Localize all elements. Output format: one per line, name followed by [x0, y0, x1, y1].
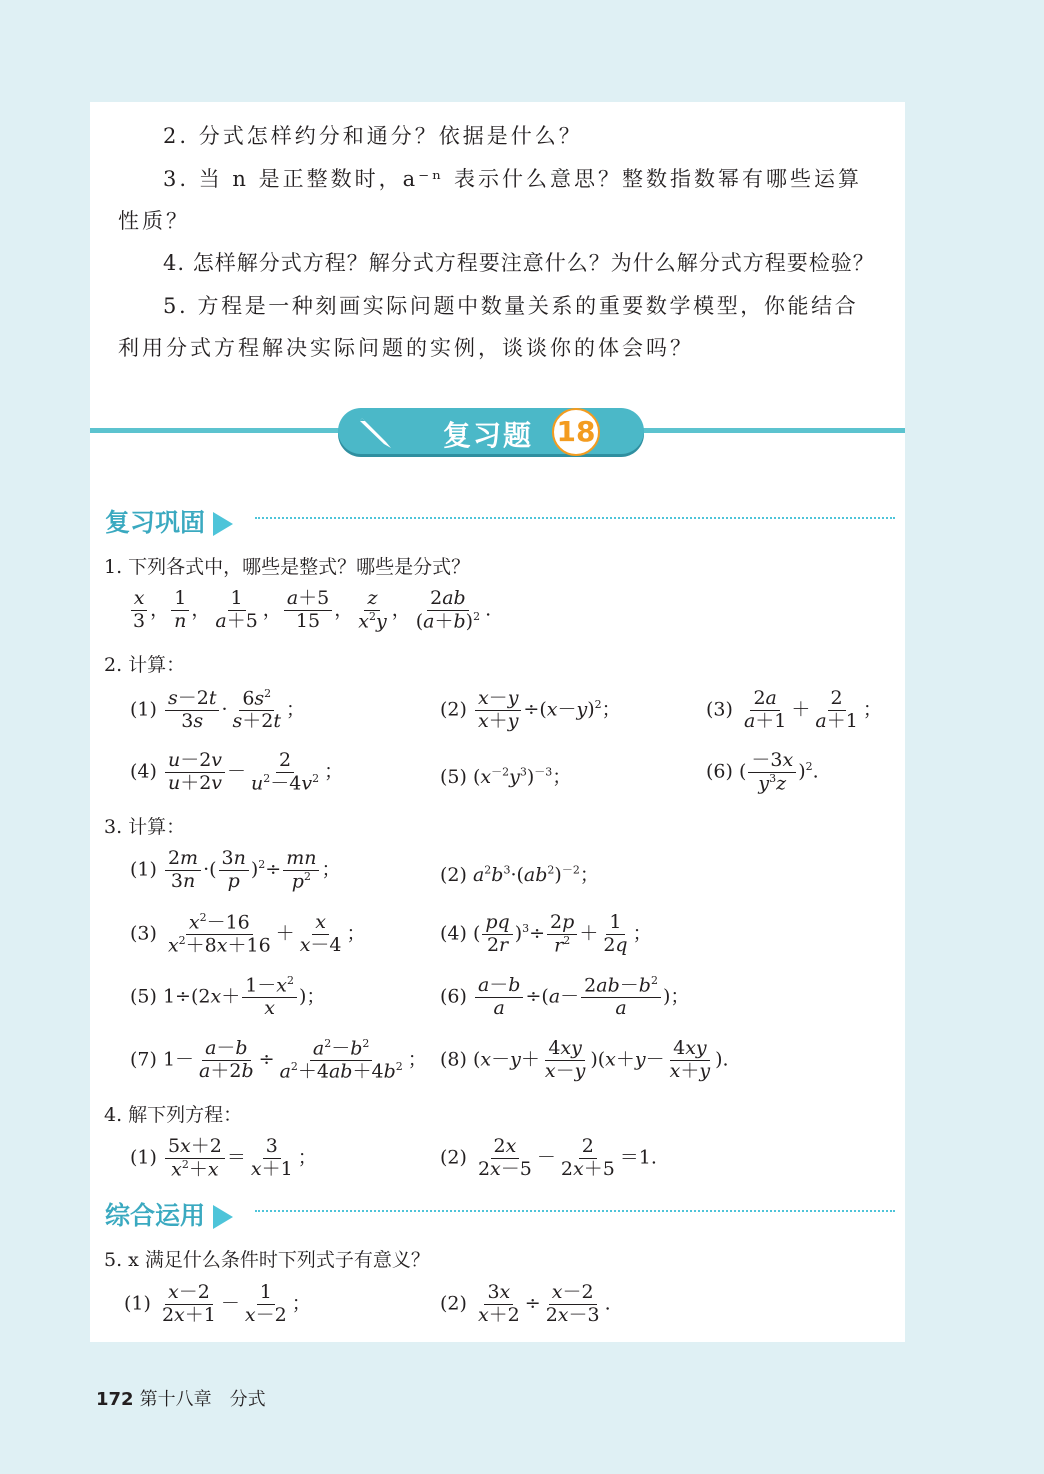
question-4: 4. 怎样解分式方程？解分式方程要注意什么？为什么解分式方程要检验？ — [163, 251, 875, 275]
banner-rule-left — [90, 428, 340, 433]
exercise-4: 4. 解下列方程： — [104, 1104, 243, 1126]
exercise-3-7: (7) 1－ $\frac{a-b}{a+2b}$ ÷ $\frac{a^2-b^2}{a^2+4ab+4b^2}$ ； — [130, 1037, 427, 1083]
banner-rule-right — [642, 428, 905, 433]
question-3-line2: 性质？ — [118, 209, 190, 233]
question-5-line1: 5. 方程是一种刻画实际问题中数量关系的重要数学模型，你能结合 — [163, 294, 859, 318]
section-divider — [255, 1210, 895, 1212]
review-banner — [338, 408, 644, 454]
question-2: 2. 分式怎样约分和通分？依据是什么？ — [163, 124, 583, 148]
exercise-3-2: (2) $a^2b^3\cdot(ab^2)^{-2}$； — [440, 863, 599, 886]
banner-title: 复习题 — [443, 419, 534, 452]
chapter-label: 第十八章 分式 — [139, 1389, 266, 1410]
section-consolidation-label: 复习巩固 — [105, 508, 206, 537]
exercise-3-5: (5) 1÷(2x＋ $\frac{1-x^2}{x}$ )； — [130, 974, 326, 1020]
exercise-5: 5. x 满足什么条件时下列式子有意义？ — [104, 1249, 430, 1271]
exercise-5-2: (2) $\frac{3x}{x+2}$ ÷ $\frac{x-2}{2x-3}$ . — [440, 1281, 611, 1326]
exercise-1: 1. 下列各式中，哪些是整式？哪些是分式？ — [104, 556, 471, 578]
exercise-3: 3. 计算： — [104, 816, 186, 838]
exercise-3-8: (8) (x－y＋ $\frac{4xy}{x-y}$ )(x＋y－ $\frac{4xy}{x+y}$ ). — [440, 1037, 729, 1082]
exercise-4-2: (2) $\frac{2x}{2x-5}$ － $\frac{2}{2x+5}$ ＝1. — [440, 1135, 657, 1180]
page-footer — [96, 1385, 266, 1411]
exercise-4-1: (1) $\frac{5x+2}{x^2+x}$ ＝ $\frac{3}{x+1}$ ； — [130, 1135, 317, 1181]
section-application — [105, 1196, 233, 1232]
exercise-2-4: (4) $\frac{u-2v}{u+2v}$ － $\frac{2}{u^2-4v^2}$ ； — [130, 749, 344, 795]
exercise-3-6: (6) $\frac{a-b}{a}$ ÷(a－ $\frac{2ab-b^2}{a}$ )； — [440, 974, 690, 1020]
triangle-arrow-icon — [213, 1205, 233, 1229]
exercise-3-4: (4) ( $\frac{pq}{2r}$ )$^3$÷ $\frac{2p}{r^2}$ ＋ $\frac{1}{2q}$ ； — [440, 911, 652, 957]
exercise-5-1: (1) $\frac{x-2}{2x+1}$ － $\frac{1}{x-2}$ ； — [124, 1281, 311, 1326]
pencil-icon — [356, 414, 396, 450]
exercise-2-2: (2) $\frac{x-y}{x+y}$ $\div(x-y)^2$； — [440, 687, 621, 732]
question-5-line2: 利用分式方程解决实际问题的实例，谈谈你的体会吗？ — [118, 336, 694, 360]
exercise-2-5: (5) $(x^{-2}y^3)^{-3}$； — [440, 765, 572, 788]
exercise-3-3: (3) $\frac{x^2-16}{x^2+8x+16}$ ＋ $\frac{x}{x-4}$ ； — [130, 911, 366, 957]
page-number: 172 — [96, 1389, 134, 1410]
exercise-2-6: (6) ( $\frac{-3x}{y^3z}$ )$^2$. — [706, 749, 819, 795]
exercise-3-1: (1) $\frac{2m}{3n}$ ·( $\frac{3n}{p}$ )$^2$÷ $\frac{mn}{p^2}$ ； — [130, 847, 341, 893]
exercise-2-3: (3) $\frac{2a}{a+1}$ ＋ $\frac{2}{a+1}$ ； — [706, 687, 882, 732]
section-application-label: 综合运用 — [105, 1201, 206, 1230]
exercise-2: 2. 计算： — [104, 654, 186, 676]
exercise-1-expressions: $\frac{x}{3}$ ， $\frac{1}{n}$ ， $\frac{1}{a+5}$ ， $\frac{a+5}{15}$ ， $\frac{z}{x^2y}$ ， $\frac{2ab}{(a+b)^2}$ . — [128, 588, 491, 633]
section-consolidation — [105, 503, 233, 539]
question-3-line1: 3. 当 n 是正整数时，a⁻ⁿ 表示什么意思？整数指数幂有哪些运算 — [163, 167, 862, 191]
exercise-2-1: (1) $\frac{s-2t}{3s}$ · $\frac{6s^2}{s+2t}$ ； — [130, 687, 306, 733]
triangle-arrow-icon — [213, 512, 233, 536]
chapter-number-badge: 18 — [552, 408, 600, 456]
section-divider — [255, 517, 895, 519]
